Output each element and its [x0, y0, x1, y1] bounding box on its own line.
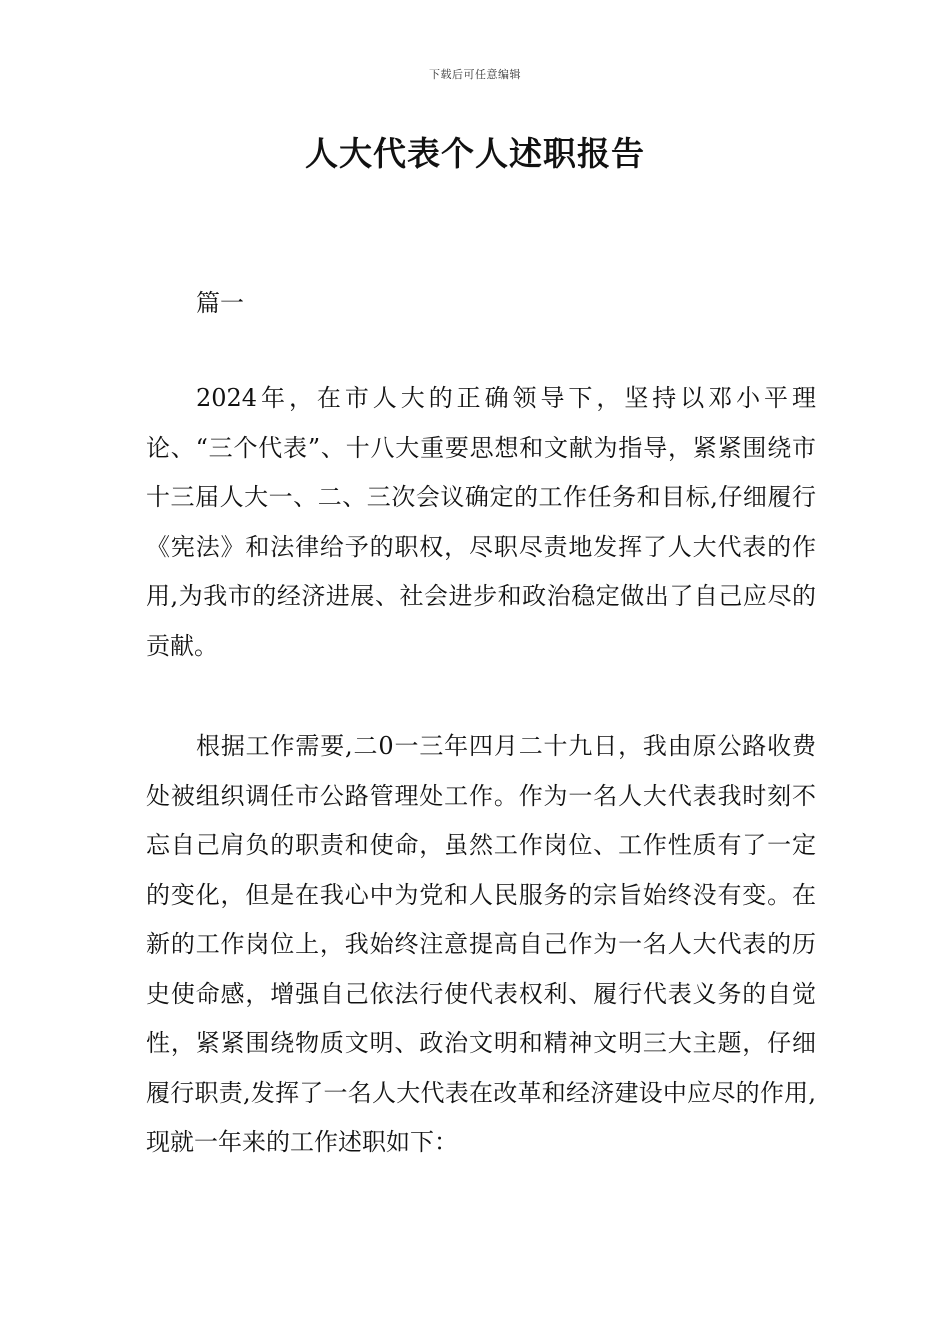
paragraph-intro: 2024年，在市人大的正确领导下，坚持以邓小平理论、“三个代表”、十八大重要思想和文献为指导，紧紧围绕市十三届人大一、二、三次会议确定的工作任务和目标,仔细履行《宪法》和法律给予的职权，尽职尽责地发挥了人大代表的作用,为我市的经济进展、社会进步和政治稳定做出了自己应尽的贡献。 [146, 384, 816, 660]
section-label: 篇一 [196, 289, 244, 317]
document-title: 人大代表个人述职报告 [305, 134, 645, 173]
paragraph-work-change: 根据工作需要,二0一三年四月二十九日，我由原公路收费处被组织调任市公路管理处工作。作为一名人大代表我时刻不忘自己肩负的职责和使命，虽然工作岗位、工作性质有了一定的变化，但是在我心中为党和人民服务的宗旨始终没有变。在新的工作岗位上，我始终注意提高自己作为一名人大代表的历史使命感，增强自己依法行使代表权利、履行代表义务的自觉性，紧紧围绕物质文明、政治文明和精神文明三大主题，仔细履行职责,发挥了一名人大代表在改革和经济建设中应尽的作用,现就一年来的工作述职如下： [146, 732, 816, 1156]
header-note: 下载后可任意编辑 [429, 68, 521, 81]
